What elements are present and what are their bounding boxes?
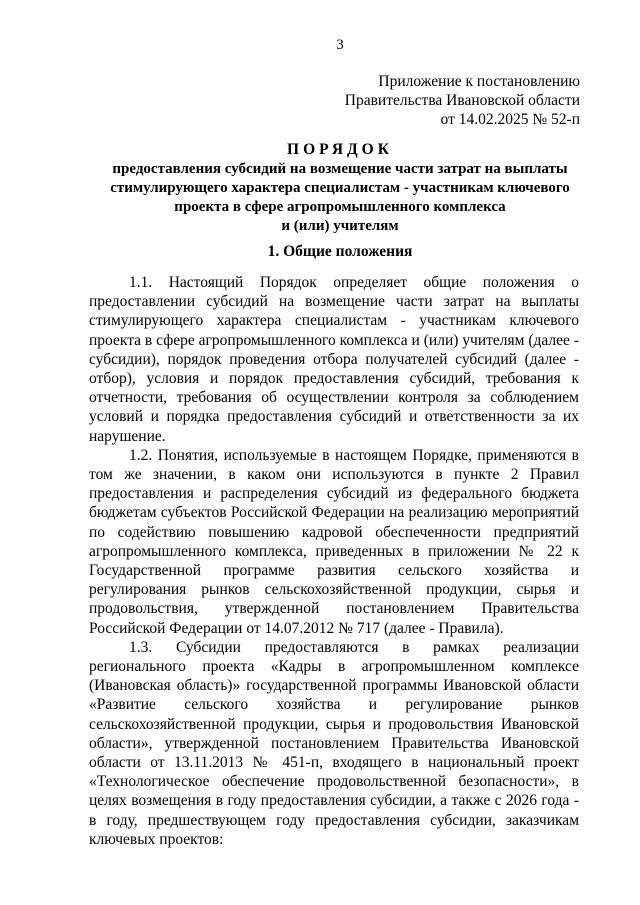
section-heading: 1. Общие положения [267,243,413,260]
paragraph-1-2: 1.2. Понятия, используемые в настоящем Порядке, применяются в том же значении, в каком они используются в пункте 2 Правил предоставления и распределения субсидий из федерального бюджета бюджетам субъектов Российской Федерации на реализацию мероприятий по содействию повышению кадровой обеспеченности предприятий агропромышленного комплекса, приведенных в приложении № 22 к Государственной программе развития сельского хозяйства и регулирования рынков сельскохозяйственной продукции, сырья и продовольствия, утвержденной постановлением Правительства Российской Федерации от 14.07.2012 № 717 (далее - Правила). [89,446,579,637]
document-body [89,273,579,849]
document-subtitle [100,160,580,236]
paragraph-1-3: 1.3. Субсидии предоставляются в рамках реализации регионального проекта «Кадры в агропромышленном комплексе (Ивановская область)» государственной программы Ивановской области «Развитие сельского хозяйства и регулирование рынков сельскохозяйственной продукции, сырья и продовольствия Ивановской области», утвержденной постановлением Правительства Ивановской области от 13.11.2013 № 451-п, входящего в национальный проект «Технологическое обеспечение продовольственной безопасности», в целях возмещения в году предоставления субсидии, а также с 2026 года - в году, предшествующем году предоставления субсидии, заказчикам ключевых проектов: [89,638,579,848]
paragraph-1-1: 1.1. Настоящий Порядок определяет общие положения о предоставлении субсидий на возмещение части затрат на выплаты стимулирующего характера специалистам - участникам ключевого проекта в сфере агропромышленного комплекса и (или) учителям (далее - субсидии), порядок проведения отбора получателей субсидий (далее - отбор), условия и порядок предоставления субсидий, требования к отчетности, требования об осуществлении контроля за соблюдением условий и порядка предоставления субсидий и ответственности за их нарушение. [89,274,579,445]
document-title: ПОРЯДОК [287,141,393,158]
subtitle-line-4: и (или) учителям [281,218,399,234]
appendix-line-2: Правительства Ивановской области [344,92,580,109]
page-number: 3 [336,37,344,53]
appendix-line-1: Приложение к постановлению [378,73,580,90]
appendix-line-3: от 14.02.2025 № 52-п [440,111,580,128]
subtitle-line-1: предоставления субсидий на возмещение части затрат на выплаты [112,161,568,177]
subtitle-line-3: проекта в сфере агропромышленного комплекса [174,199,506,215]
appendix-note [345,72,580,129]
subtitle-line-2: стимулирующего характера специалистам - участникам ключевого [110,180,570,196]
